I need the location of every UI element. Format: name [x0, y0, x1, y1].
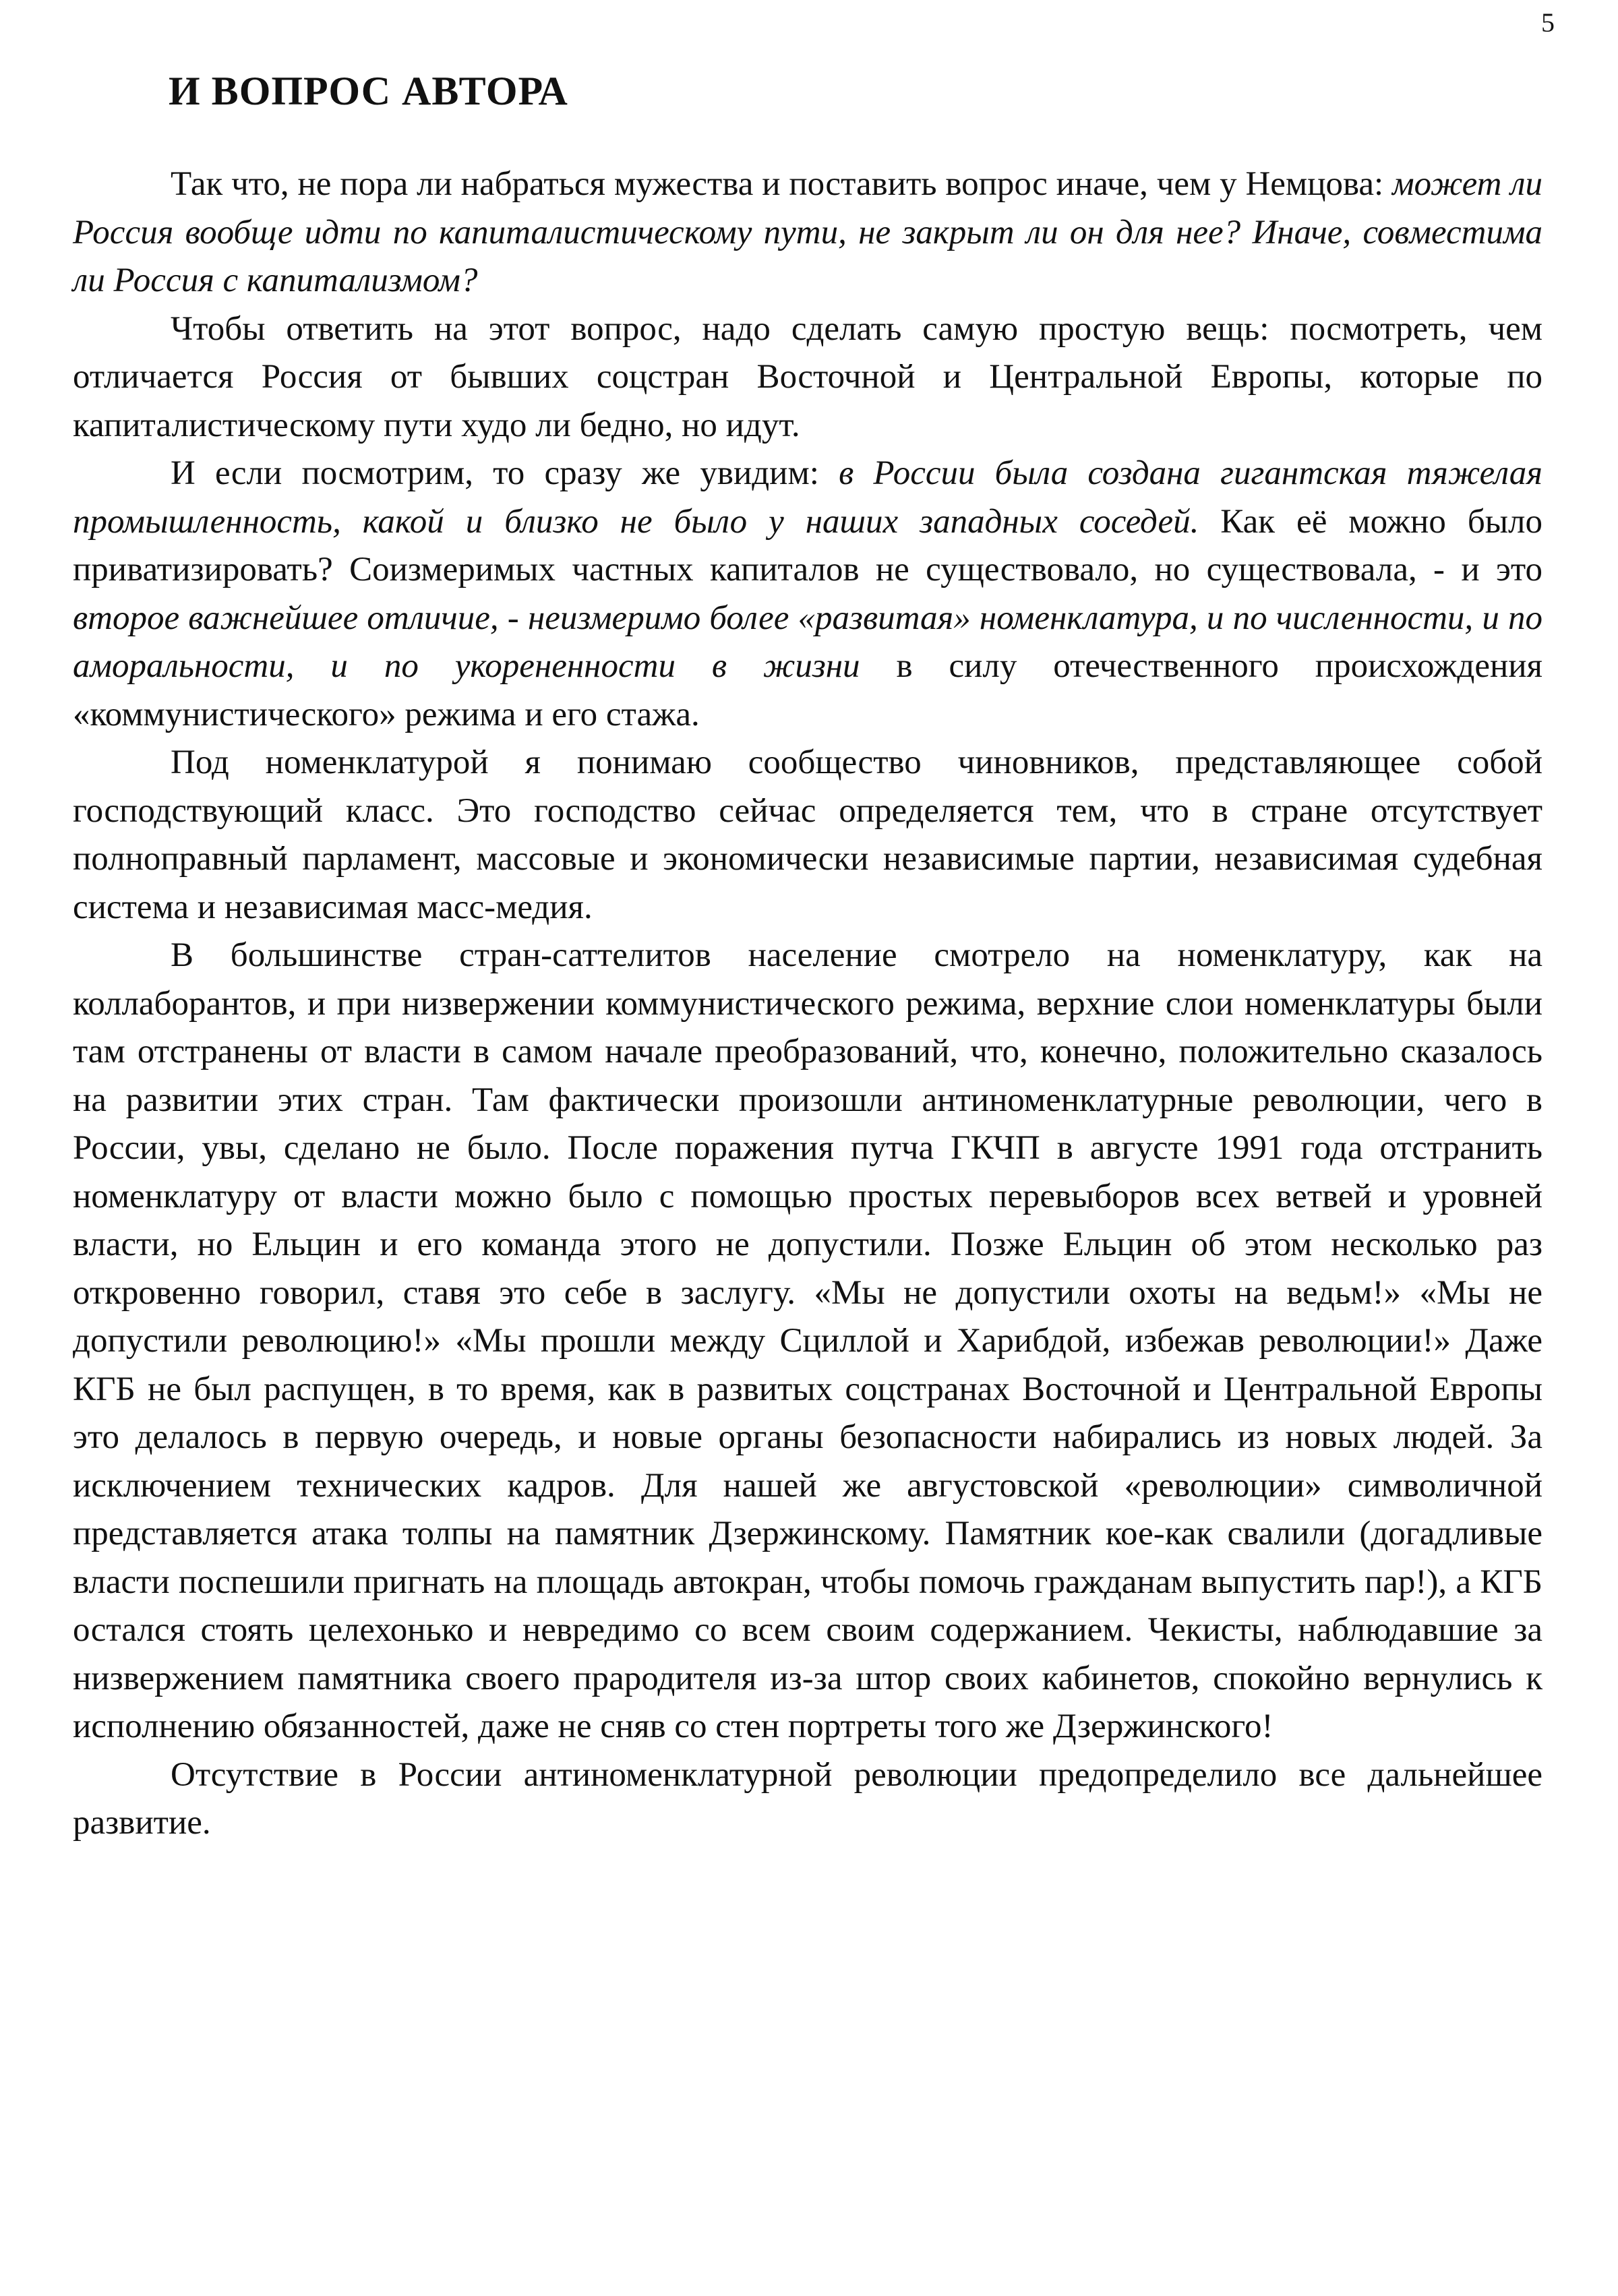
italic-run: в России была создана гигантская тяжелая промышленность, какой и близко не было у наших западных соседей.	[73, 454, 1542, 541]
text-run: Отсутствие в России антиноменклатурной революции предопределило все дальнейшее развитие.	[73, 1755, 1542, 1842]
text-run: Чтобы ответить на этот вопрос, надо сделать самую простую вещь: посмотреть, чем отличается Россия от бывших соцстран Восточной и Центральной Европы, которые по капиталистическому пути худо ли бедно, но идут.	[73, 309, 1542, 444]
paragraph-2	[73, 305, 1542, 450]
paragraph-5	[73, 932, 1542, 1751]
text-run: Под номенклатурой я понимаю сообщество чиновников, представляющее собой господствующий класс. Это господство сейчас определяется тем, что в стране отсутствует полноправный парламент, массовые и экономически независимые партии, независимая судебная система и независимая масс-медия.	[73, 744, 1542, 926]
text-run: в силу отечественного происхождения «коммунистического» режима и его стажа.	[73, 647, 1542, 733]
text-run: И если посмотрим, то сразу же увидим:	[171, 454, 839, 492]
page-number: 5	[1541, 7, 1555, 38]
body-text	[73, 160, 1542, 1848]
text-run: Как её можно было приватизировать? Соизмеримых частных капиталов не существовало, но существовала, - и это	[73, 502, 1542, 588]
paragraph-3	[73, 450, 1542, 739]
text-run: В большинстве стран-саттелитов население смотрело на номенклатуру, как на коллаборантов, и при низвержении коммунистического режима, верхние слои номенклатуры были там отстранены от власти в самом начале преобразований, что, конечно, положительно сказалось на развитии этих стран. Там фактически произошли антиноменклатурные революции, чего в России, увы, сделано не было. После поражения путча ГКЧП в августе 1991 года отстранить номенклатуру от власти можно было с помощью простых перевыборов всех ветвей и уровней власти, но Ельцин и его команда этого не допустили. Позже Ельцин об этом несколько раз откровенно говорил, ставя это себе в заслугу. «Мы не допустили охоты на ведьм!» «Мы не допустили революцию!» «Мы прошли между Сциллой и Харибдой, избежав революции!» Даже КГБ не был распущен, в то время, как в развитых соцстранах Восточной и Центральной Европы это делалось в первую очередь, и новые органы безопасности набирались из новых людей. За исключением технических кадров. Для нашей же августовской «революции» символичной представляется атака толпы на памятник Дзержинскому. Памятник кое-как свалили (догадливые власти поспешили пригнать на площадь автокран, чтобы помочь гражданам выпустить пар!), а КГБ остался стоять целехонько и невредимо со всем своим содержанием. Чекисты, наблюдавшие за низвержением памятника своего прародителя из-за штор своих кабинетов, спокойно вернулись к исполнению обязанностей, даже не сняв со стен портреты того же Дзержинского!	[73, 936, 1542, 1745]
italic-run: второе важнейшее отличие, - неизмеримо более «развитая» номенклатура, и по численности, и по аморальности, и по укорененности в жизни	[73, 599, 1542, 685]
paragraph-4	[73, 739, 1542, 932]
section-heading: И ВОПРОС АВТОРА	[169, 69, 568, 113]
italic-run: может ли Россия вообще идти по капиталистическому пути, не закрыт ли он для нее? Иначе, совместима ли Россия с капитализмом?	[73, 165, 1543, 299]
paragraph-1	[73, 160, 1542, 305]
text-run: Так что, не пора ли набраться мужества и поставить вопрос иначе, чем у Немцова:	[171, 165, 1393, 203]
paragraph-6	[73, 1751, 1542, 1848]
